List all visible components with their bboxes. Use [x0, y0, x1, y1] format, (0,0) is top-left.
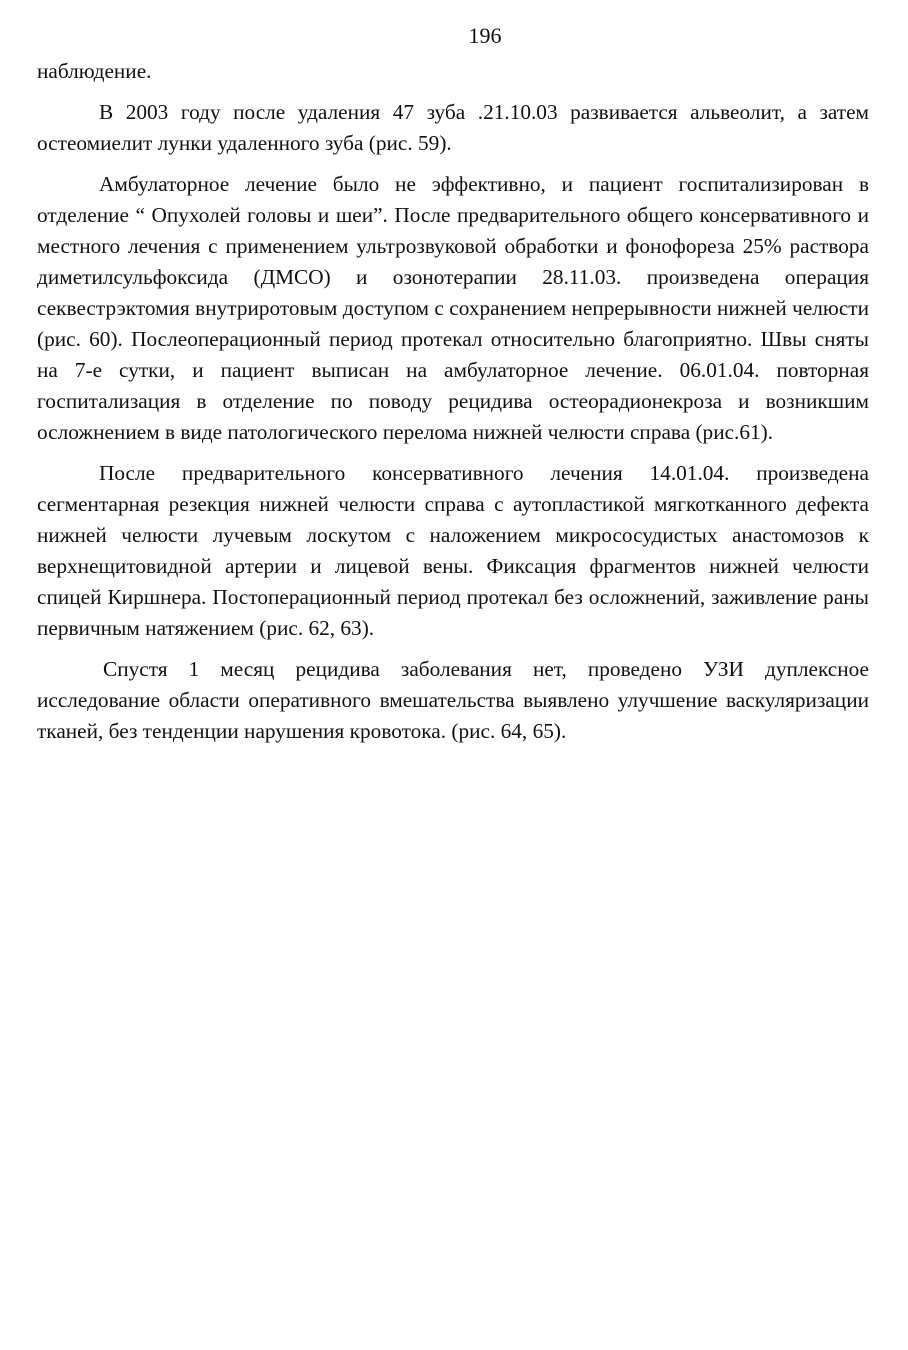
- paragraph-continuation: наблюдение.: [37, 59, 152, 83]
- page-number: 196: [468, 23, 502, 48]
- paragraph-resection: После предварительного консервативного лечения 14.01.04. произведена сегментарная резекция нижней челюсти справа с аутопластикой мягкотканного дефекта нижней челюсти лучевым лоскутом с наложением микрососудистых анастомозов к верхнещитовидной артерии и лицевой вены. Фиксация фрагментов нижней челюсти спицей Киршнера. Постоперационный период протекал без осложнений, заживление раны первичным натяжением (рис. 62, 63).: [37, 461, 869, 640]
- paragraph-alveolitis: В 2003 году после удаления 47 зуба .21.10.03 развивается альвеолит, а затем остеомиелит лунки удаленного зуба (рис. 59).: [37, 100, 869, 155]
- paragraph-follow-up: Спустя 1 месяц рецидива заболевания нет, проведено УЗИ дуплексное исследование области оперативного вмешательства выявлено улучшение васкуляризации тканей, без тенденции нарушения кровотока. (рис. 64, 65).: [37, 657, 869, 743]
- paragraph-sequestrectomy: Амбулаторное лечение было не эффективно, и пациент госпитализирован в отделение “ Опухолей головы и шеи”. После предварительного общего консервативного и местного лечения с применением ультрозвуковой обработки и фонофореза 25% раствора диметилсульфоксида (ДМСО) и озонотерапии 28.11.03. произведена операция секвестрэктомия внутриротовым доступом с сохранением непрерывности нижней челюсти (рис. 60). Послеоперационный период протекал относительно благоприятно. Швы сняты на 7-е сутки, и пациент выписан на амбулаторное лечение. 06.01.04. повторная госпитализация в отделение по поводу рецидива остеорадионекроза и возникшим осложнением в виде патологического перелома нижней челюсти справа (рис.61).: [37, 172, 869, 444]
- body-text: [37, 56, 869, 747]
